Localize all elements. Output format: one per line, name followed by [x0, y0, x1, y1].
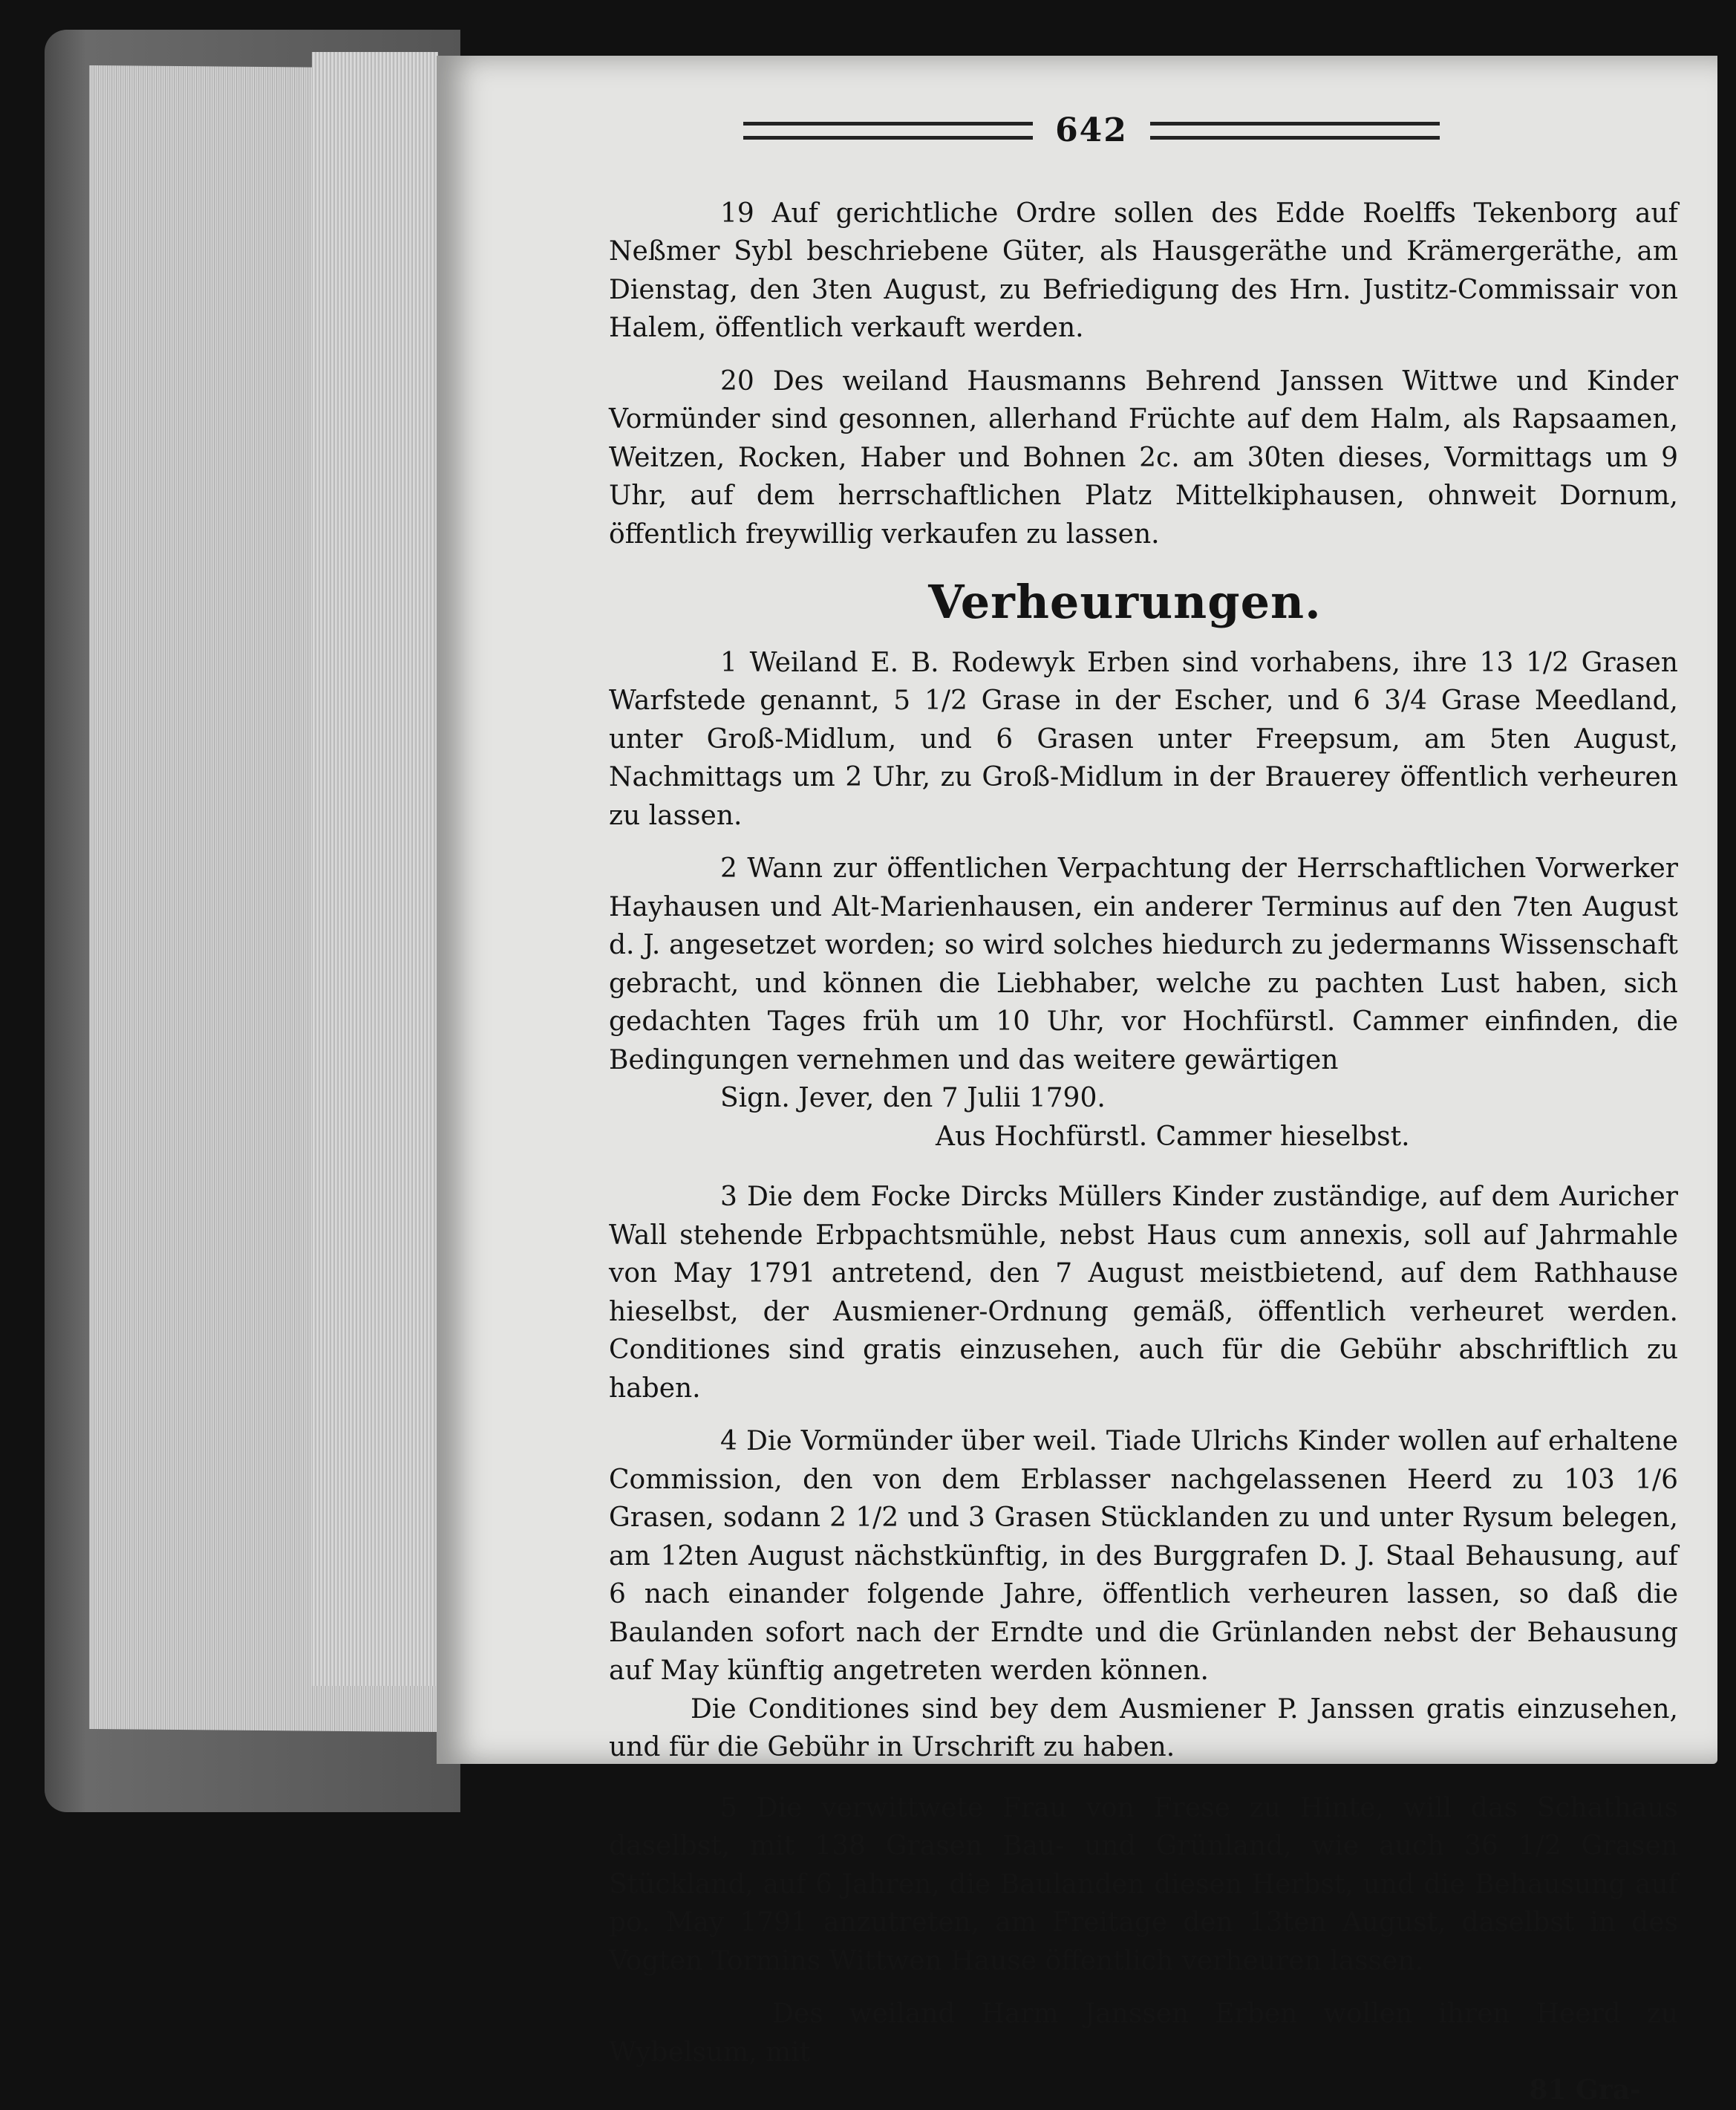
notice-19: 19 Auf gerichtliche Ordre sollen des Edde Roelffs Tekenborg auf Neßmer Sybl beschriebene Güter, als Hausgeräthe und Krämergeräthe, am Dienstag, den 3ten August, zu Befriedigung des Hrn. Justitz-Commissair von Halem, öffentlich verkauft werden. — [609, 198, 1678, 343]
lease-item-2-issuer: Aus Hochfürstl. Cammer hieselbst. — [936, 1121, 1410, 1152]
lease-item-2-signature: Sign. Jever, den 7 Julii 1790. — [720, 1083, 1106, 1113]
page-number: 642 — [1055, 111, 1128, 149]
catchword: 81 Gra- — [1529, 2074, 1641, 2106]
lease-item-2: 2 Wann zur öffentlichen Verpachtung der Herrschaftlichen Vorwerker Hayhausen und Alt-Marienhausen, ein anderer Terminus auf den 7ten August d. J. angesetzet worden; so wird solches hiedurch zu jedermanns Wissenschaft gebracht, und können die Liebhaber, welche zu pachten Lust haben, sich gedachten Tages früh um 10 Uhr, vor Hochfürstl. Cammer einfinden, die Bedingungen vernehmen und das weitere gewärtigen — [609, 853, 1678, 1075]
lease-item-3: 3 Die dem Focke Dircks Müllers Kinder zuständige, auf dem Auricher Wall stehende Erbpachtsmühle, nebst Haus cum annexis, soll auf Jahrmahle von May 1791 antretend, den 7 August meistbietend, auf dem Rathhause hieselbst, der Ausmiener-Ordnung gemäß, öffentlich verheuret werden. Conditiones sind gratis einzusehen, auch für die Gebühr abschriftlich zu haben. — [609, 1182, 1678, 1404]
lease-item-5: 5 Die verwittwete Frau von Frese zu Hinte, will das Schathaus daselbst, mit 138 Grasen Bau- und Grünland, wie auch 36 1/2 Grasen Stückland, auf 6 Jahren, die Baulanden diesen Herbst, und die Behausung auf po. May 1791 anzutreten, am Freitage den 13ten August, daselbst in des Vogten Tormins Wittwen Hause öffentlich verheuren lassen. — [609, 1792, 1678, 1976]
notice-20: 20 Des weiland Hausmanns Behrend Janssen Wittwe und Kinder Vormünder sind gesonnen, allerhand Früchte auf dem Halm, als Rapsaamen, Weitzen, Rocken, Haber und Bohnen 2c. am 30ten dieses, Vormittags um 9 Uhr, auf dem herrschaftlichen Platz Mittelkiphausen, ohnweit Dornum, öffentlich freywillig verkaufen zu lassen. — [609, 365, 1678, 550]
header-rule-right — [1150, 122, 1440, 140]
page-content — [609, 111, 1678, 2110]
page-header — [505, 111, 1678, 150]
section-heading: Verheurungen. — [928, 575, 1322, 629]
page-edges-inner — [312, 52, 438, 1686]
lease-item-6: Des weiland Harm Janssen Erben wollen ihren Heerd zu Wybelsum, mit — [609, 1999, 1678, 2068]
lease-item-1: 1 Weiland E. B. Rodewyk Erben sind vorhabens, ihre 13 1/2 Grasen Warfstede genannt, 5 1/2 Grase in der Escher, und 6 3/4 Grase Meedland, unter Groß-Midlum, und 6 Grasen unter Freepsum, am 5ten August, Nachmittags um 2 Uhr, zu Groß-Midlum in der Brauerey öffentlich verheuren zu lassen. — [609, 647, 1678, 831]
lease-item-4: 4 Die Vormünder über weil. Tiade Ulrichs Kinder wollen auf erhaltene Commission, den von dem Erblasser nachgelassenen Heerd zu 103 1/6 Grasen, sodann 2 1/2 und 3 Grasen Stücklanden zu und unter Rysum belegen, am 12ten August nächstkünftig, in des Burggrafen D. J. Staal Behausung, auf 6 nach einander folgende Jahre, öffentlich verheuren lassen, so daß die Baulanden sofort nach der Erndte und die Grünlanden nebst der Behausung auf May künftig angetreten werden können. — [609, 1426, 1678, 1686]
header-rule-left — [743, 122, 1033, 140]
lease-item-4-conditions: Die Conditiones sind bey dem Ausmiener P. Janssen gratis einzusehen, und für die Gebühr in Urschrift zu haben. — [609, 1693, 1678, 1762]
